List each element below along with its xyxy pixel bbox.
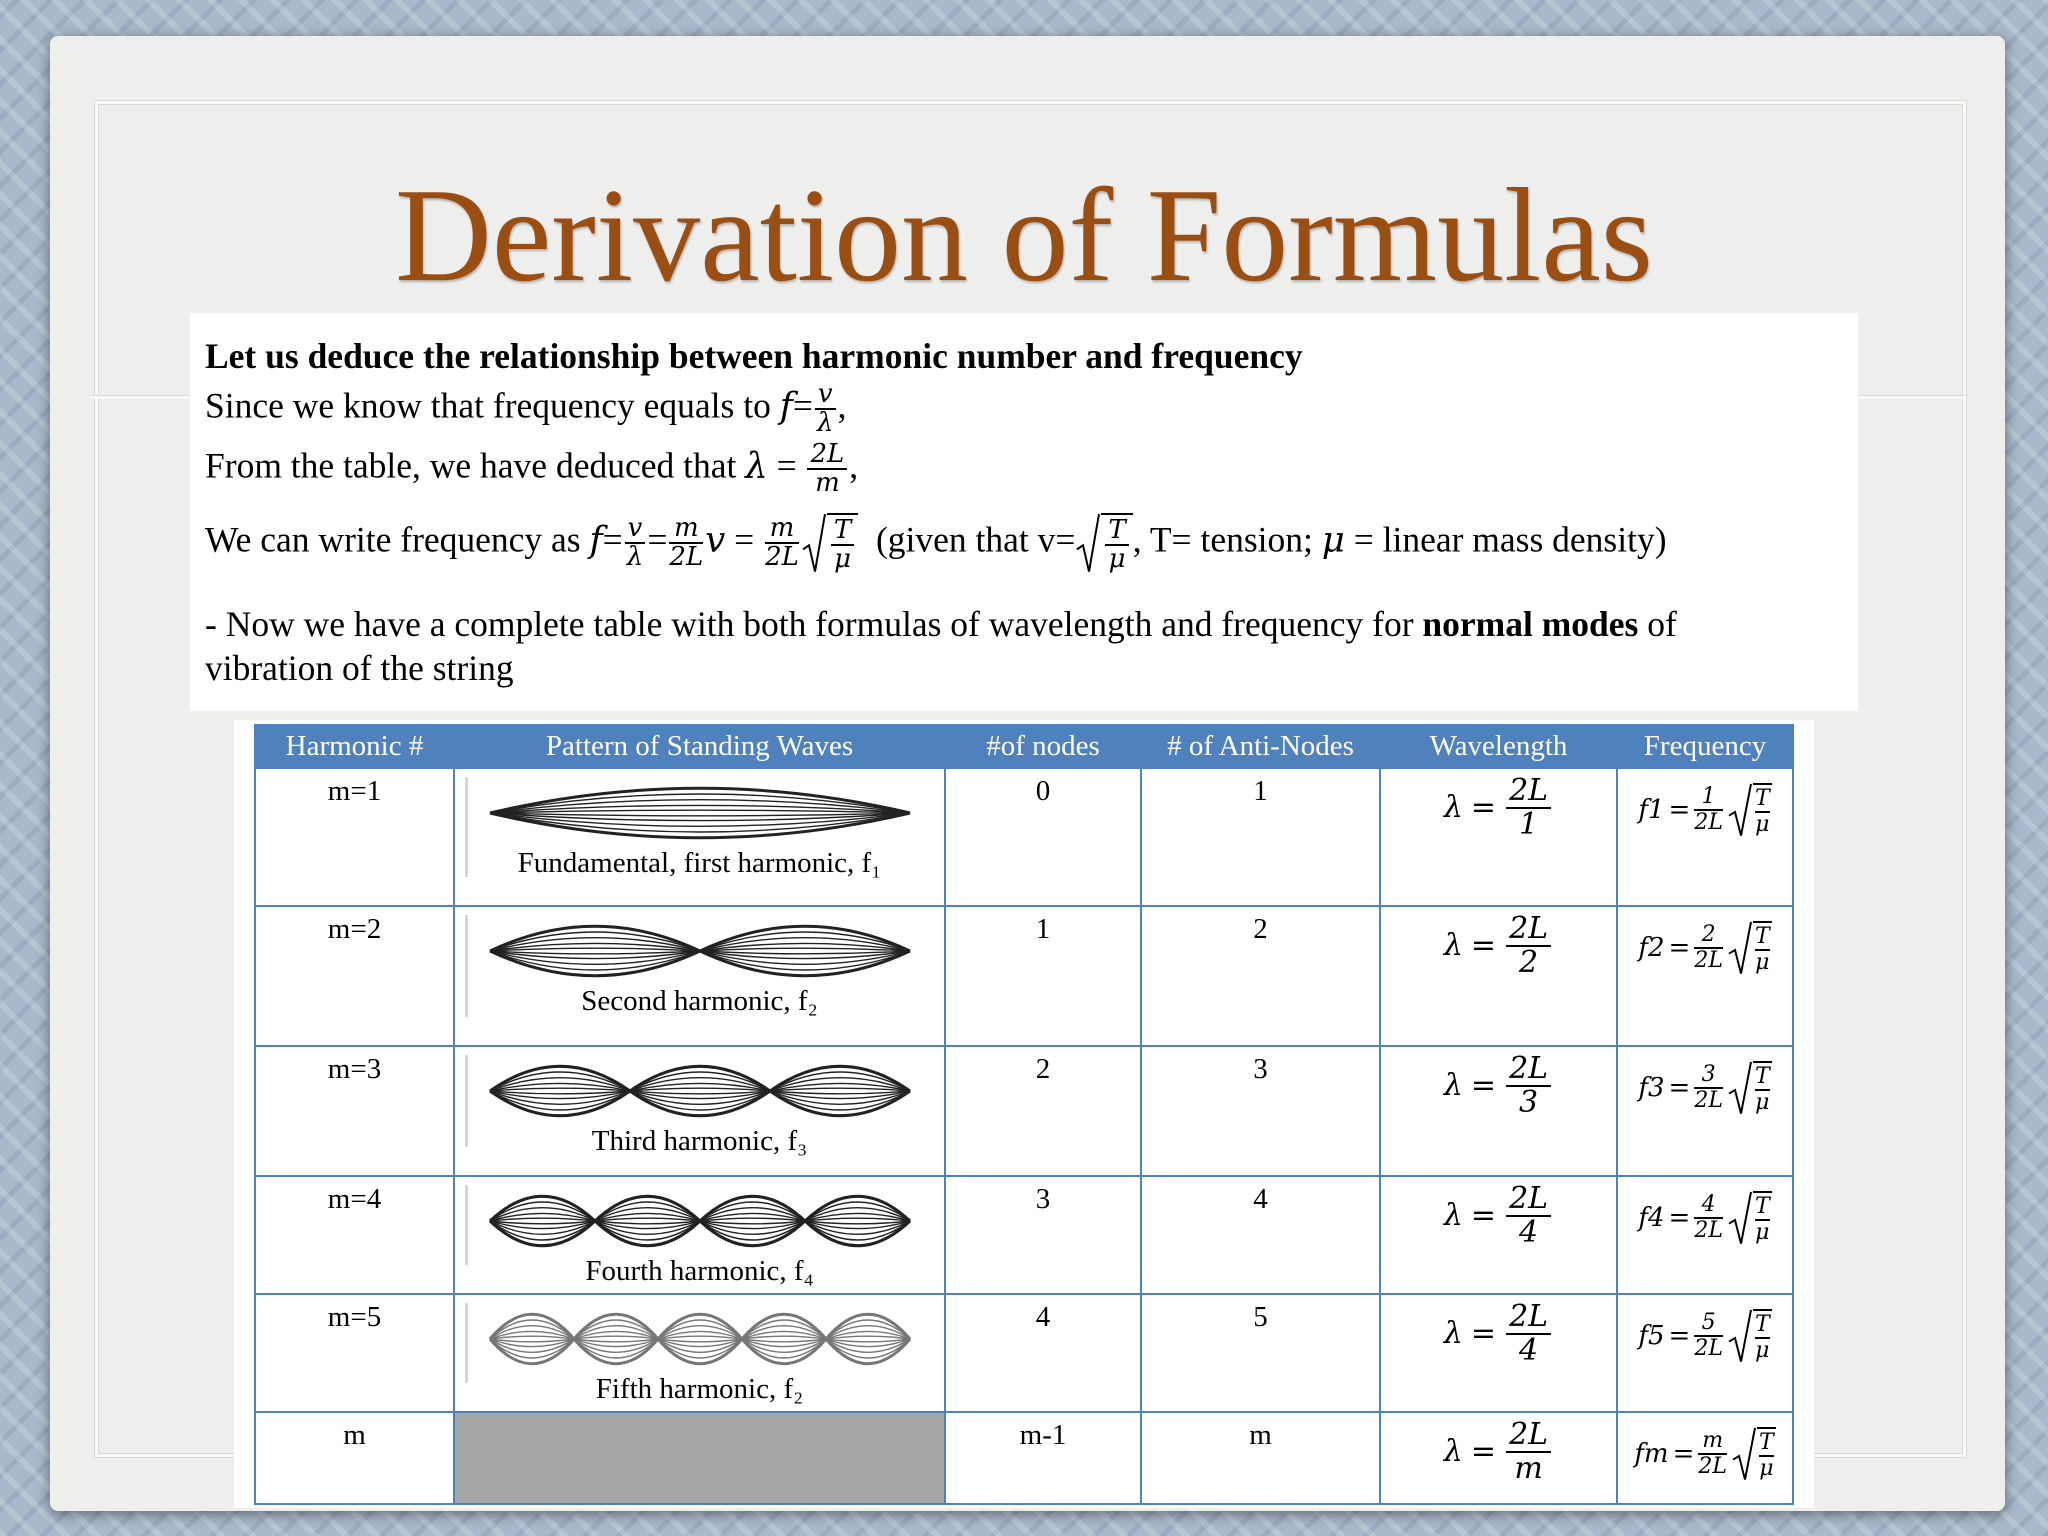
pattern-caption: Fundamental, first harmonic, f₁ bbox=[517, 847, 882, 879]
table-row bbox=[255, 1294, 1793, 1412]
header-antinodes: # of Anti-Nodes bbox=[1141, 725, 1380, 768]
pattern-cell-empty bbox=[454, 1412, 945, 1504]
standing-wave-pattern bbox=[480, 1309, 920, 1369]
frequency-cell: f3 = $\frac{3}{2L}$ $\frac{T}{\mu}$ bbox=[1617, 1046, 1793, 1176]
nodes-cell: m-1 bbox=[945, 1412, 1141, 1504]
wavelength-cell: λ = $\frac{2L}{4}$ bbox=[1380, 1294, 1617, 1412]
standing-wave-pattern bbox=[480, 921, 920, 981]
intro-line-5: vibration of the string bbox=[205, 648, 514, 688]
wavelength-cell: λ = $\frac{2L}{1}$ bbox=[1380, 768, 1617, 906]
frequency-cell: f5 = $\frac{5}{2L}$ $\frac{T}{\mu}$ bbox=[1617, 1294, 1793, 1412]
antinodes-cell: 2 bbox=[1141, 906, 1380, 1046]
wavelength-cell: λ = $\frac{2L}{3}$ bbox=[1380, 1046, 1617, 1176]
wavelength-cell: λ = $\frac{2L}{m}$ bbox=[1380, 1412, 1617, 1504]
frequency-cell: f4 = $\frac{4}{2L}$ $\frac{T}{\mu}$ bbox=[1617, 1176, 1793, 1294]
pattern-caption: Second harmonic, f₂ bbox=[581, 985, 818, 1017]
derivation-text-box bbox=[190, 313, 1858, 711]
harmonics-table-area bbox=[234, 720, 1814, 1508]
pattern-caption: Fourth harmonic, f₄ bbox=[585, 1255, 814, 1287]
intro-line-4: - Now we have a complete table with both formulas of wavelength and frequency for normal modes of bbox=[205, 604, 1677, 644]
nodes-cell: 2 bbox=[945, 1046, 1141, 1176]
wavelength-cell: λ = $\frac{2L}{2}$ bbox=[1380, 906, 1617, 1046]
pattern-cell bbox=[454, 1176, 945, 1294]
table-row bbox=[255, 906, 1793, 1046]
standing-wave-pattern bbox=[480, 1191, 920, 1251]
pattern-caption: Fifth harmonic, f₂ bbox=[595, 1373, 804, 1405]
harmonic-cell: m=4 bbox=[255, 1176, 454, 1294]
wavelength-cell: λ = $\frac{2L}{4}$ bbox=[1380, 1176, 1617, 1294]
harmonic-cell: m=2 bbox=[255, 906, 454, 1046]
frequency-cell: f1 = $\frac{1}{2L}$ $\frac{T}{\mu}$ bbox=[1617, 768, 1793, 906]
pattern-cell bbox=[454, 906, 945, 1046]
table-row bbox=[255, 768, 1793, 906]
nodes-cell: 0 bbox=[945, 768, 1141, 906]
pattern-cell bbox=[454, 1294, 945, 1412]
harmonics-table bbox=[254, 724, 1794, 1505]
nodes-cell: 3 bbox=[945, 1176, 1141, 1294]
harmonic-cell: m=1 bbox=[255, 768, 454, 906]
frequency-cell: fm = $\frac{m}{2L}$ $\frac{T}{\mu}$ bbox=[1617, 1412, 1793, 1504]
intro-heading: Let us deduce the relationship between harmonic number and frequency bbox=[205, 336, 1303, 376]
table-row bbox=[255, 1412, 1793, 1504]
antinodes-cell: 3 bbox=[1141, 1046, 1380, 1176]
pattern-cell bbox=[454, 768, 945, 906]
intro-line-2: From the table, we have deduced that λ = $\frac{2L}{m}$ , bbox=[205, 439, 859, 499]
pattern-cell bbox=[454, 1046, 945, 1176]
header-harmonic: Harmonic # bbox=[255, 725, 454, 768]
standing-wave-pattern bbox=[480, 1061, 920, 1121]
table-header-row bbox=[255, 725, 1793, 768]
standing-wave-pattern bbox=[480, 783, 920, 843]
header-wavelength: Wavelength bbox=[1380, 725, 1617, 768]
header-frequency: Frequency bbox=[1617, 725, 1793, 768]
intro-line-1: Since we know that frequency equals to f= $\frac{v}{\lambda}$ , bbox=[205, 379, 847, 439]
antinodes-cell: m bbox=[1141, 1412, 1380, 1504]
header-nodes: #of nodes bbox=[945, 725, 1141, 768]
header-pattern: Pattern of Standing Waves bbox=[454, 725, 945, 768]
antinodes-cell: 4 bbox=[1141, 1176, 1380, 1294]
harmonic-cell: m=3 bbox=[255, 1046, 454, 1176]
antinodes-cell: 1 bbox=[1141, 768, 1380, 906]
frequency-cell: f2 = $\frac{2}{2L}$ $\frac{T}{\mu}$ bbox=[1617, 906, 1793, 1046]
slide-title: Derivation of Formulas bbox=[395, 161, 1653, 309]
table-row bbox=[255, 1176, 1793, 1294]
pattern-caption: Third harmonic, f₃ bbox=[591, 1125, 808, 1157]
nodes-cell: 4 bbox=[945, 1294, 1141, 1412]
intro-line-3: We can write frequency as f= $\frac{v}{\lambda}$ = $\frac{m}{2L}$ v = $\frac{m}{2L}$ $\frac{T}{\mu}$ (given that v= $\frac{T}{\mu}$ , T= tension; μ = linear mass density) bbox=[205, 513, 1667, 575]
nodes-cell: 1 bbox=[945, 906, 1141, 1046]
harmonic-cell: m=5 bbox=[255, 1294, 454, 1412]
harmonic-cell: m bbox=[255, 1412, 454, 1504]
antinodes-cell: 5 bbox=[1141, 1294, 1380, 1412]
table-row bbox=[255, 1046, 1793, 1176]
